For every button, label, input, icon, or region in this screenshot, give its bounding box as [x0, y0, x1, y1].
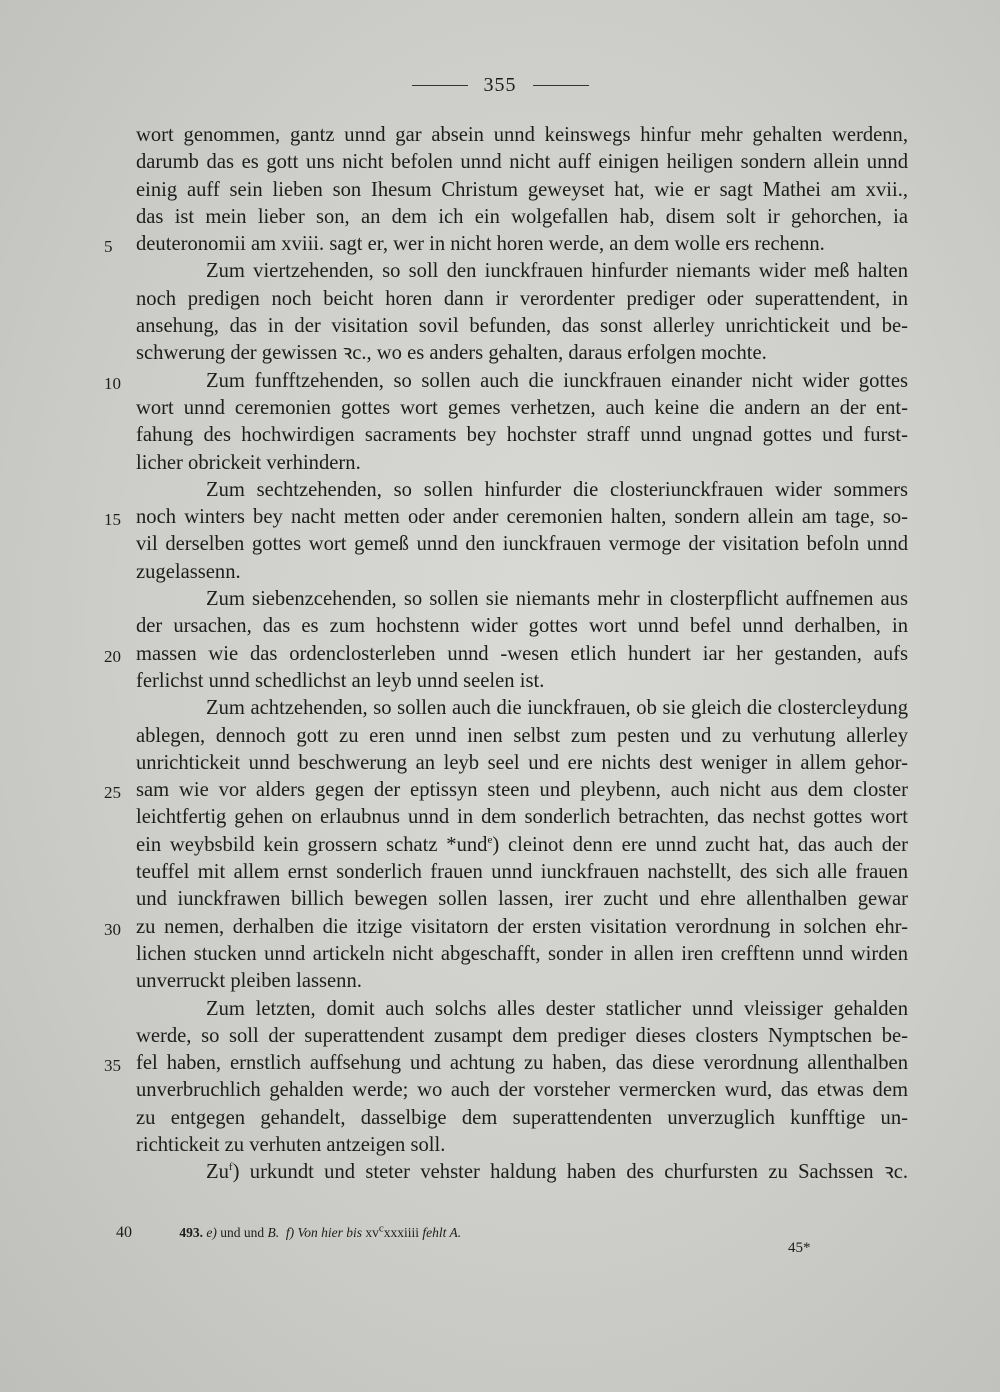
text-line — [136, 1159, 908, 1186]
line-text: Zum achtzehenden, so sollen auch die iunckfrauen, ob sie gleich die clostercleydung — [206, 697, 908, 720]
line-text: licher obrickeit verhindern. — [136, 451, 361, 474]
line-text: einig auff sein lieben son Ihesum Christum geweyset hat, wie er sagt Mathei am xvii., — [136, 178, 908, 201]
footnote-reference: f — [228, 1161, 233, 1174]
line-text: wort unnd ceremonien gottes wort gemes verhetzen, auch keine die andern an der ent- — [136, 396, 908, 419]
line-text: unverbruchlich gehalden werde; wo auch der vorsteher vermercken wurd, das etwas dem — [136, 1079, 908, 1102]
line-text: und iunckfrawen billich bewegen sollen lassen, irer zucht und ehre allenthalben gewar — [136, 888, 908, 911]
document-number: 493. — [179, 1225, 203, 1240]
text-line — [136, 968, 908, 995]
text-line — [104, 641, 908, 668]
text-line — [136, 668, 908, 695]
text-line — [136, 177, 908, 204]
text-line — [136, 395, 908, 422]
note-f-tail: fehlt A. — [422, 1225, 462, 1240]
text-line — [136, 204, 908, 231]
text-line — [136, 122, 908, 149]
line-number: 20 — [104, 646, 121, 666]
footnote-line-number: 40 — [116, 1224, 132, 1241]
text-line — [136, 313, 908, 340]
line-text: zu nemen, derhalben die itzige visitatorn der ersten visitation verordnung in solchen ehr- — [136, 915, 908, 938]
note-e-marker: e) — [206, 1225, 217, 1240]
line-text: richtickeit zu verhuten antzeigen soll. — [136, 1133, 446, 1156]
header-rule-right — [533, 85, 589, 86]
text-line — [136, 586, 908, 613]
text-line — [136, 613, 908, 640]
text-line — [136, 1105, 908, 1132]
line-text: das ist mein lieber son, an dem ich ein wolgefallen hab, disem solt ir gehorchen, ia — [136, 205, 908, 228]
text-line — [104, 777, 908, 804]
line-text: darumb das es gott uns nicht befolen unnd nicht auff einigen heiligen sondern allein unnd — [136, 151, 908, 174]
header-rule-left — [412, 85, 468, 86]
line-text: wort genommen, gantz unnd gar absein unnd keinswegs hinfur mehr gehalten werdenn, — [136, 124, 908, 146]
text-line — [104, 368, 908, 395]
line-text: unverruckt pleiben lassenn. — [136, 970, 362, 993]
page-number: 355 — [483, 74, 517, 96]
text-line — [104, 504, 908, 531]
text-line — [136, 477, 908, 504]
text-line — [136, 1023, 908, 1050]
note-f-text: Von hier bis — [297, 1225, 363, 1240]
text-line — [136, 149, 908, 176]
body-text — [104, 122, 908, 1187]
note-e-text: und und — [220, 1225, 265, 1240]
line-text: sam wie vor alders gegen der eptissyn steen und pleybenn, auch nicht aus dem closter — [136, 779, 908, 802]
footnote-reference: e — [487, 833, 493, 846]
text-line — [136, 859, 908, 886]
text-line — [136, 422, 908, 449]
footnote — [116, 1224, 896, 1242]
line-text: noch winters bey nacht metten oder ander ceremonien halten, sondern allein am tage, so- — [136, 506, 908, 529]
line-text: ein weybsbild kein grossern schatz *und — [136, 833, 488, 856]
line-number: 35 — [104, 1056, 121, 1076]
text-line — [136, 996, 908, 1023]
text-line — [136, 832, 908, 859]
line-text: werde, so soll der superattendent zusampt dem prediger dieses closters Nymptschen be- — [136, 1024, 908, 1047]
line-text: vil derselben gottes wort gemeß unnd den iunckfrauen vermoge der visitation befoln unnd — [136, 533, 908, 556]
text-line — [104, 1050, 908, 1077]
line-text: ansehung, das in der visitation sovil befunden, das sonst allerley unrichtickeit und be- — [136, 315, 908, 338]
line-number: 5 — [104, 237, 113, 257]
line-text: noch predigen noch beicht horen dann ir verordenter prediger oder superattendent, in — [136, 287, 908, 310]
line-text: schwerung der gewissen ꝛc., wo es anders gehalten, daraus erfolgen mochte. — [136, 342, 767, 365]
line-text: unrichtickeit unnd beschwerung an leyb seel und ere nichts dest weniger in allem gehor- — [136, 751, 908, 774]
line-text-continued: ) urkundt und steter vehster haldung haben des churfursten zu Sachssen ꝛc. — [232, 1161, 908, 1184]
line-text: Zu — [206, 1161, 229, 1184]
text-line — [136, 531, 908, 558]
text-line — [136, 1077, 908, 1104]
text-line — [136, 1132, 908, 1159]
text-line — [104, 914, 908, 941]
text-line — [136, 559, 908, 586]
line-text: zugelassenn. — [136, 560, 241, 583]
line-text: der ursachen, das es zum hochstenn wider gottes wort unnd befel unnd derhalben, in — [136, 615, 908, 638]
note-f-marker: f) — [285, 1225, 295, 1240]
page-header — [0, 74, 1000, 97]
line-text: Zum siebenzcehenden, so sollen sie niemants mehr in closterpflicht auffnemen aus — [206, 588, 908, 611]
line-number: 25 — [104, 783, 121, 803]
line-text: fahung des hochwirdigen sacraments bey hochster straff unnd ungnad gottes und furst- — [136, 424, 908, 447]
line-text: teuffel mit allem ernst sonderlich frauen unnd iunckfrauen nachstellt, des sich alle frauen — [136, 861, 908, 884]
line-number: 15 — [104, 510, 121, 530]
text-line — [136, 695, 908, 722]
line-text: Zum viertzehenden, so soll den iunckfrauen hinfurder niemants wider meß halten — [206, 260, 908, 283]
line-text: Zum letzten, domit auch solchs alles dester statlicher unnd vleissiger gehalden — [206, 997, 908, 1020]
line-text: lichen stucken unnd artickeln nicht abgeschafft, sonder in allen iren crefftenn unnd wirden — [136, 942, 908, 965]
line-text: fel haben, ernstlich auffsehung und achtung zu haben, das diese verordnung allenthalben — [136, 1052, 908, 1075]
line-number: 30 — [104, 919, 121, 939]
text-line — [136, 258, 908, 285]
text-line — [136, 886, 908, 913]
text-line — [136, 804, 908, 831]
text-line — [136, 750, 908, 777]
note-e-source: B. — [267, 1225, 280, 1240]
line-number: 10 — [104, 373, 121, 393]
line-text: leichtfertig gehen on erlaubnus unnd in dem sonderlich betrachten, das nechst gottes wort — [136, 806, 908, 829]
signature-mark: 45* — [788, 1240, 811, 1256]
line-text: ferlichst unnd schedlichst an leyb unnd seelen ist. — [136, 669, 545, 692]
line-text: massen wie das ordenclosterleben unnd -wesen etlich hundert iar her gestanden, aufs — [136, 642, 908, 665]
text-line — [136, 340, 908, 367]
text-line — [136, 723, 908, 750]
line-text: zu entgegen gehandelt, dasselbige dem superattendenten unverzuglich kunfftige un- — [136, 1106, 908, 1129]
text-line — [136, 286, 908, 313]
line-text: Zum funfftzehenden, so sollen auch die iunckfrauen einander nicht wider gottes — [206, 369, 908, 392]
line-text: ablegen, dennoch gott zu eren unnd inen selbst zum pesten und zu verhutung allerley — [136, 724, 908, 747]
note-f-date: $xv^cxxxiiii$ — [365, 1222, 420, 1240]
text-line — [136, 941, 908, 968]
text-line — [104, 231, 908, 258]
line-text: deuteronomii am xviii. sagt er, wer in nicht horen werde, an dem wolle ers rechenn. — [136, 233, 825, 256]
text-line — [136, 450, 908, 477]
line-text-continued: ) cleinot denn ere unnd zucht hat, das auch der — [492, 833, 908, 856]
line-text: Zum sechtzehenden, so sollen hinfurder die closteriunckfrauen wider sommers — [206, 478, 908, 501]
